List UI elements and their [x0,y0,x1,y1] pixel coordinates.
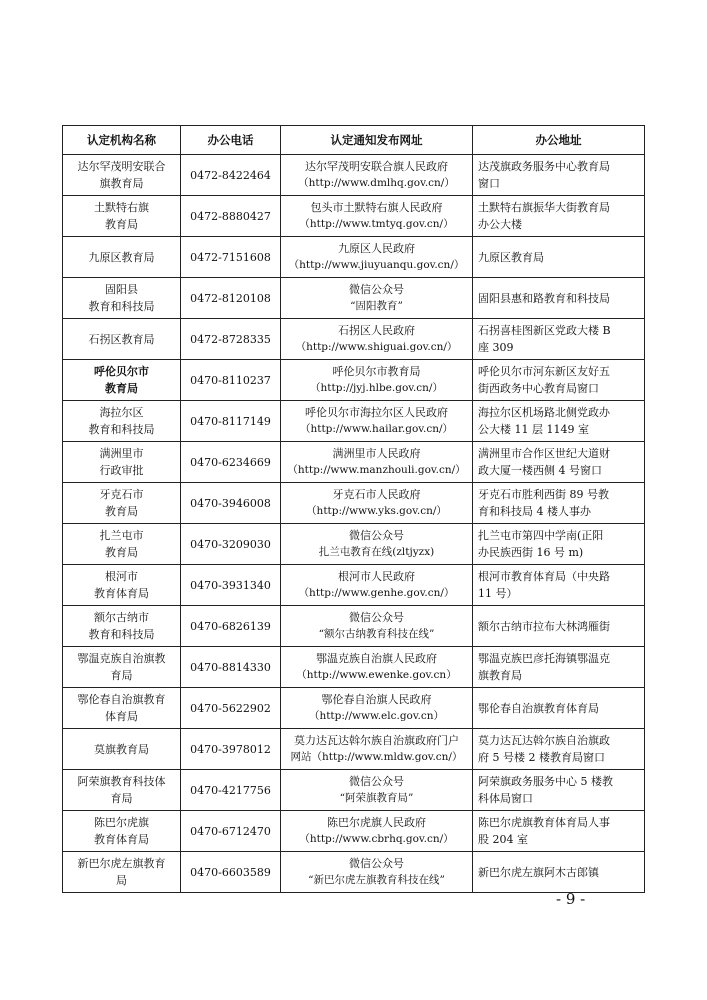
office-address-cell-line: 街西政务中心教育局窗口 [478,382,599,395]
office-phone-cell [181,688,281,729]
agency-name-cell [63,606,181,647]
notice-website-cell-line: 鄂温克族自治旗人民政府 [316,652,437,665]
notice-website-cell-line: （http://www.dmlhq.gov.cn/） [298,177,455,189]
notice-website-cell-line: （http://www.genhe.gov.cn/） [298,587,455,599]
office-phone-cell [181,729,281,770]
agency-name-cell [63,729,181,770]
office-address-cell-line: 石拐喜桂图新区党政大楼 B [478,324,611,337]
table-row [63,401,645,442]
agency-name-cell-line: 教育局 [105,218,138,231]
notice-website-cell [281,688,473,729]
office-address-cell [473,155,645,196]
notice-website-cell [281,606,473,647]
office-address-cell-line: 育和科技局 4 楼人事办 [478,505,591,518]
office-phone-cell-line: 0470-3209030 [190,537,271,551]
office-address-cell-line: 股 204 室 [478,833,528,846]
office-phone-cell [181,442,281,483]
office-address-cell-line: 海拉尔区机场路北侧党政办 [478,406,610,419]
agency-name-cell-line: 满洲里市 [99,447,144,460]
office-address-cell-line: 莫力达瓦达斡尔族自治旗政 [478,734,610,747]
office-phone-cell-line: 0472-8120108 [190,291,271,305]
notice-website-cell [281,524,473,565]
office-address-cell-line: 满洲里市合作区世纪大道财 [478,447,610,460]
office-phone-cell [181,524,281,565]
notice-website-cell-line: （http://www.yks.gov.cn/） [306,505,447,517]
agency-name-cell-line: 土默特右旗 [94,201,149,214]
certification-agency-table [62,125,645,893]
table-row [63,278,645,319]
notice-website-cell [281,811,473,852]
table-row [63,852,645,893]
notice-website-cell-line: 包头市土默特右旗人民政府 [310,201,443,214]
office-address-cell-line: 九原区教育局 [478,250,544,264]
office-address-cell [473,729,645,770]
agency-name-cell-line: 九原区教育局 [88,250,155,264]
office-phone-cell-line: 0470-6712470 [190,824,271,838]
agency-name-cell [63,483,181,524]
agency-name-cell-line: 教育体育局 [94,833,149,846]
notice-website-cell-line: 微信公众号 [349,529,404,542]
notice-website-cell [281,401,473,442]
notice-website-cell [281,196,473,237]
office-address-cell [473,852,645,893]
notice-website-cell-line: （http://www.jiuyuanqu.gov.cn/） [288,259,465,271]
office-phone-cell [181,770,281,811]
table-body [63,155,645,893]
notice-website-cell [281,729,473,770]
office-phone-cell-line: 0470-6826139 [190,619,271,633]
agency-name-cell-line: 石拐区教育局 [88,332,155,346]
office-address-cell [473,360,645,401]
agency-name-cell-line: 莫旗教育局 [94,742,149,756]
notice-website-cell-line: 扎兰屯教育在线(zltjyzx) [318,546,435,558]
agency-name-cell [63,811,181,852]
table-row [63,442,645,483]
agency-name-cell [63,524,181,565]
agency-name-cell [63,278,181,319]
agency-name-cell-line: 教育局 [105,505,138,518]
agency-name-cell-line: 阿荣旗教育科技体 [77,775,166,788]
agency-name-cell [63,688,181,729]
office-phone-cell [181,155,281,196]
agency-name-cell [63,237,181,278]
notice-website-cell-line: （http://www.elc.gov.cn） [308,710,445,722]
notice-website-cell-line: 鄂伦春自治旗人民政府 [321,693,432,706]
notice-website-cell [281,852,473,893]
notice-website-cell-line: 满洲里市人民政府 [332,447,421,460]
office-phone-cell [181,606,281,647]
header-office-address: 办公地址 [473,126,645,155]
agency-name-cell-line: 达尔罕茂明安联合 [77,160,166,173]
notice-website-cell-line: “额尔古纳教育科技在线” [318,628,435,640]
office-phone-cell-line: 0470-8117149 [190,414,271,428]
office-phone-cell [181,237,281,278]
office-phone-cell [181,196,281,237]
agency-name-cell [63,852,181,893]
office-phone-cell [181,278,281,319]
office-address-cell [473,811,645,852]
agency-name-cell-line: 旗教育局 [99,177,144,190]
agency-name-cell-line: 教育局 [105,546,138,559]
notice-website-cell-line: 九原区人民政府 [338,242,415,255]
notice-website-cell-line: 微信公众号 [349,775,404,788]
office-address-cell-line: 呼伦贝尔市河东新区友好五 [478,365,610,378]
agency-name-cell [63,196,181,237]
office-address-cell-line: 办公大楼 [478,218,522,231]
office-address-cell-line: 11 号） [478,587,518,600]
office-phone-cell-line: 0470-6603589 [190,865,271,879]
office-address-cell-line: 科体局窗口 [478,792,533,805]
notice-website-cell [281,565,473,606]
office-address-cell-line: 新巴尔虎左旗阿木古郎镇 [478,865,599,879]
office-phone-cell [181,483,281,524]
notice-website-cell [281,278,473,319]
office-phone-cell-line: 0470-8110237 [190,373,271,387]
office-address-cell [473,565,645,606]
notice-website-cell [281,442,473,483]
table-row [63,606,645,647]
agency-name-cell-line: 育局 [110,792,133,805]
office-address-cell [473,401,645,442]
table-row [63,483,645,524]
office-phone-cell-line: 0470-5622902 [190,701,271,715]
table-row [63,647,645,688]
table-row [63,196,645,237]
office-address-cell [473,647,645,688]
agency-name-cell-line: 教育和科技局 [88,628,155,641]
notice-website-cell-line: 呼伦贝尔市教育局 [332,365,421,378]
header-office-phone: 办公电话 [181,126,281,155]
notice-website-cell [281,647,473,688]
table-row [63,770,645,811]
table-row [63,565,645,606]
notice-website-cell-line: （http://jyj.hlbe.gov.cn/） [310,382,443,394]
table-row [63,237,645,278]
office-phone-cell [181,565,281,606]
office-phone-cell-line: 0470-3978012 [190,742,271,756]
table-row [63,155,645,196]
agency-name-cell-line: 行政审批 [99,464,144,477]
office-address-cell-line: 达茂旗政务服务中心教育局 [478,160,610,173]
agency-name-cell-line: 陈巴尔虎旗 [94,816,149,829]
office-phone-cell-line: 0470-4217756 [190,783,271,797]
office-address-cell-line: 府 5 号楼 2 楼教育局窗口 [478,751,605,764]
office-address-cell-line: 鄂温克族巴彦托海镇鄂温克 [478,652,610,665]
header-agency-name: 认定机构名称 [63,126,181,155]
office-address-cell [473,524,645,565]
office-phone-cell [181,852,281,893]
agency-name-cell-line: 教育体育局 [94,587,149,600]
table-header-row [63,126,645,155]
office-address-cell-line: 土默特右旗振华大街教育局 [478,201,610,214]
office-address-cell [473,688,645,729]
notice-website-cell [281,360,473,401]
agency-name-cell-line: 根河市 [105,570,138,583]
agency-name-cell-line: 海拉尔区 [99,406,144,419]
notice-website-cell-line: （http://www.tmtyq.gov.cn/） [299,218,454,230]
office-address-cell-line: 旗教育局 [478,669,522,682]
agency-name-cell-line: 局 [116,874,127,887]
office-address-cell-line: 固阳县惠和路教育和科技局 [478,291,610,305]
page-number: - 9 - [556,890,586,908]
office-address-cell [473,237,645,278]
office-address-cell-line: 政大厦一楼西侧 4 号窗口 [478,464,602,477]
notice-website-cell [281,483,473,524]
office-address-cell [473,196,645,237]
agency-name-cell-line: 教育和科技局 [88,423,155,436]
header-notice-website: 认定通知发布网址 [281,126,473,155]
table-row [63,360,645,401]
notice-website-cell-line: （http://www.ewenke.gov.cn） [296,669,457,681]
agency-name-cell-line: 固阳县 [105,283,138,296]
office-phone-cell-line: 0472-8880427 [190,209,271,223]
office-address-cell [473,606,645,647]
agency-name-cell-line: 呼伦贝尔市 [94,365,149,378]
notice-website-cell-line: “固阳教育” [350,300,403,312]
table-row [63,729,645,770]
agency-name-cell [63,155,181,196]
agency-name-cell [63,360,181,401]
notice-website-cell-line: 微信公众号 [349,611,404,624]
office-phone-cell-line: 0470-3946008 [190,496,271,510]
office-address-cell-line: 陈巴尔虎旗教育体育局人事 [478,816,610,829]
notice-website-cell-line: “新巴尔虎左旗教育科技在线” [308,874,445,886]
agency-name-cell-line: 教育局 [105,382,138,395]
office-address-cell [473,319,645,360]
office-phone-cell [181,360,281,401]
office-phone-cell [181,401,281,442]
table-row [63,319,645,360]
office-phone-cell [181,647,281,688]
notice-website-cell [281,237,473,278]
office-address-cell [473,483,645,524]
agency-name-cell-line: 鄂伦春自治旗教育 [77,693,166,706]
office-address-cell-line: 办民族西街 16 号 m) [478,546,584,559]
office-address-cell-line: 根河市教育体育局（中央路 [478,570,610,583]
office-address-cell-line: 窗口 [478,177,500,190]
agency-name-cell-line: 鄂温克族自治旗教 [77,652,166,665]
table-row [63,524,645,565]
office-phone-cell-line: 0472-8728335 [190,332,271,346]
notice-website-cell-line: “阿荣旗教育局” [339,792,414,804]
table-row [63,688,645,729]
notice-website-cell [281,770,473,811]
agency-name-cell [63,401,181,442]
office-address-cell [473,770,645,811]
agency-name-cell [63,647,181,688]
office-phone-cell-line: 0472-8422464 [190,168,271,182]
agency-name-cell-line: 额尔古纳市 [94,611,149,624]
agency-name-cell [63,770,181,811]
notice-website-cell-line: （http://www.manzhouli.gov.cn/） [287,464,466,476]
office-phone-cell [181,319,281,360]
agency-name-cell-line: 扎兰屯市 [99,529,144,542]
table-row [63,811,645,852]
notice-website-cell-line: 根河市人民政府 [338,570,415,583]
office-address-cell-line: 牙克石市胜利西街 89 号教 [478,488,609,501]
office-address-cell-line: 座 309 [478,341,514,354]
agency-name-cell-line: 牙克石市 [99,488,144,501]
office-phone-cell-line: 0470-3931340 [190,578,271,592]
office-address-cell [473,442,645,483]
agency-name-cell [63,442,181,483]
notice-website-cell-line: 微信公众号 [349,857,404,870]
notice-website-cell-line: （http://www.cbrhq.gov.cn/） [299,833,454,845]
notice-website-cell-line: （http://www.shiguai.gov.cn/） [295,341,458,353]
agency-name-cell [63,319,181,360]
agency-name-cell-line: 新巴尔虎左旗教育 [77,857,166,870]
notice-website-cell-line: （http://www.hailar.gov.cn/） [299,423,454,435]
office-address-cell [473,278,645,319]
office-address-cell-line: 额尔古纳市拉布大林鸿雁街 [478,619,610,633]
office-address-cell-line: 扎兰屯市第四中学南(正阳 [478,529,604,542]
notice-website-cell-line: 微信公众号 [349,283,404,296]
notice-website-cell [281,155,473,196]
agency-name-cell-line: 育局 [110,669,133,682]
notice-website-cell-line: 陈巴尔虎旗人民政府 [327,816,426,829]
agency-name-cell-line: 体育局 [105,710,138,723]
office-phone-cell-line: 0472-7151608 [190,250,271,264]
agency-name-cell [63,565,181,606]
notice-website-cell-line: 达尔罕茂明安联合旗人民政府 [305,160,448,173]
office-address-cell-line: 鄂伦春自治旗教育体育局 [478,701,599,715]
office-address-cell-line: 公大楼 11 层 1149 室 [478,423,589,436]
agency-name-cell-line: 教育和科技局 [88,300,155,313]
office-phone-cell-line: 0470-6234669 [190,455,271,469]
notice-website-cell-line: 呼伦贝尔市海拉尔区人民政府 [305,406,448,419]
notice-website-cell [281,319,473,360]
notice-website-cell-line: 牙克石市人民政府 [332,488,421,501]
office-address-cell-line: 阿荣旗政务服务中心 5 楼教 [478,775,613,788]
notice-website-cell-line: 石拐区人民政府 [338,324,415,337]
notice-website-cell-line: 网站（http://www.mldw.gov.cn/） [290,751,463,763]
notice-website-cell-line: 莫力达瓦达斡尔族自治旗政府门户 [294,734,459,747]
office-phone-cell-line: 0470-8814330 [190,660,271,674]
office-phone-cell [181,811,281,852]
